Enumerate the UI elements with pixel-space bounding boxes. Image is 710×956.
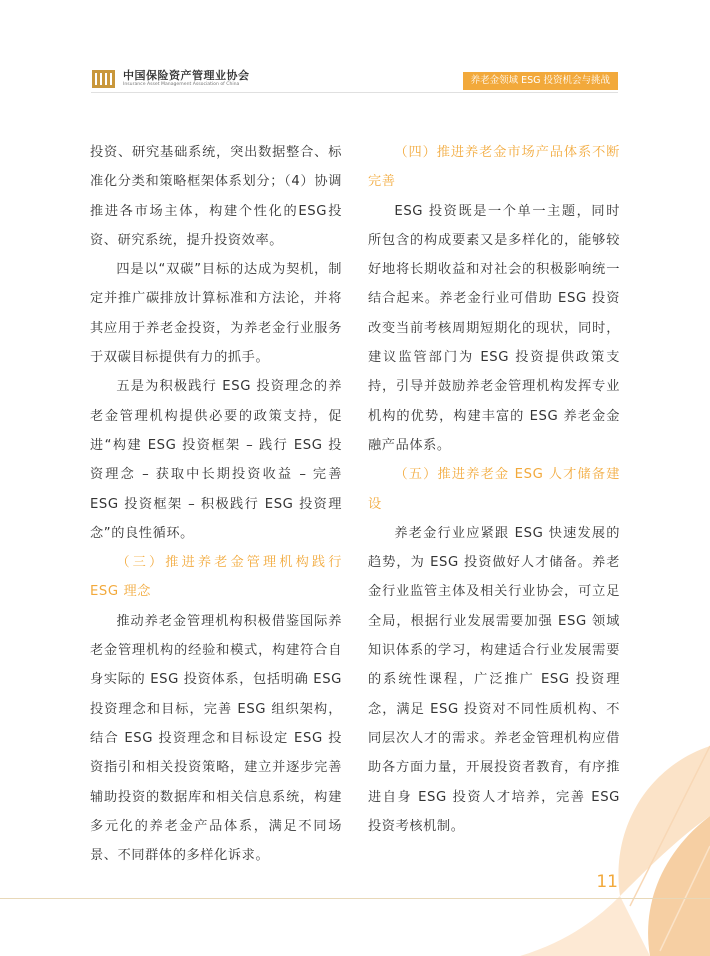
org-logo (91, 68, 250, 90)
paragraph: 五是为积极践行 ESG 投资理念的养老金管理机构提供必要的政策支持，促进“构建 ESG 投资框架 – 践行 ESG 投资理念 – 获取中长期投资收益 – 完善 ESG 投资框架 – 积极践行 ESG 投资理念”的良性循环。 (90, 379, 342, 541)
subheading: （五）推进养老金 ESG 人才储备建设 (368, 467, 620, 512)
page-number: 11 (596, 872, 618, 892)
paragraph: 养老金行业应紧跟 ESG 快速发展的趋势，为 ESG 投资做好人才储备。养老金行业监管主体及相关行业协会，可立足全局，根据行业发展需要加强 ESG 领域知识体系的学习，构建适合行业发展需要的系统性课程，广泛推广 ESG 投资理念，满足 ESG 投资对不同性质机构、不同层次人才的需求。养老金管理机构应借助各方面力量，开展投资者教育，有序推进自身 ESG 投资人才培养，完善 ESG 投资考核机制。 (368, 525, 620, 834)
section-tag: 养老金领域 ESG 投资机会与挑战 (463, 72, 618, 90)
org-name-cn: 中国保险资产管理业协会 (123, 69, 250, 83)
paragraph: 推动养老金管理机构积极借鉴国际养老金管理机构的经验和模式，构建符合自身实际的 ESG 投资体系，包括明确 ESG 投资理念和目标，完善 ESG 组织架构，结合 ESG 投资理念和目标设定 ESG 投资指引和相关投资策略，建立并逐步完善辅助投资的数据库和相关信息系统，构建多元化的养老金产品体系，满足不同场景、不同群体的多样化诉求。 (90, 613, 342, 864)
header-divider (91, 92, 618, 93)
paragraph: ESG 投资既是一个单一主题，同时所包含的构成要素又是多样化的，能够较好地将长期收益和对社会的积极影响统一结合起来。养老金行业可借助 ESG 投资改变当前考核周期短期化的现状，同时，建议监管部门为 ESG 投资提供政策支持，引导并鼓励养老金管理机构发挥专业机构的优势，构建丰富的 ESG 养老金金融产品体系。 (368, 203, 620, 453)
paragraph: 四是以“双碳”目标的达成为契机，制定并推广碳排放计算标准和方法论，并将其应用于养老金投资，为养老金行业服务于双碳目标提供有力的抓手。 (90, 262, 342, 366)
page-header (0, 0, 710, 100)
paragraph: 投资、研究基础系统，突出数据整合、标准化分类和策略框架体系划分；（4）协调推进各市场主体，构建个性化的ESG投资、研究系统，提升投资效率。 (90, 145, 342, 248)
subheading: （三）推进养老金管理机构践行 ESG 理念 (90, 555, 342, 600)
leaf-decoration-icon (500, 726, 710, 956)
left-column (90, 138, 342, 870)
org-name-en: Insurance Asset Management Association of China (123, 82, 240, 88)
footer-divider (0, 898, 710, 899)
subheading: （四）推进养老金市场产品体系不断完善 (368, 145, 620, 190)
iamac-logo-icon (91, 68, 119, 90)
